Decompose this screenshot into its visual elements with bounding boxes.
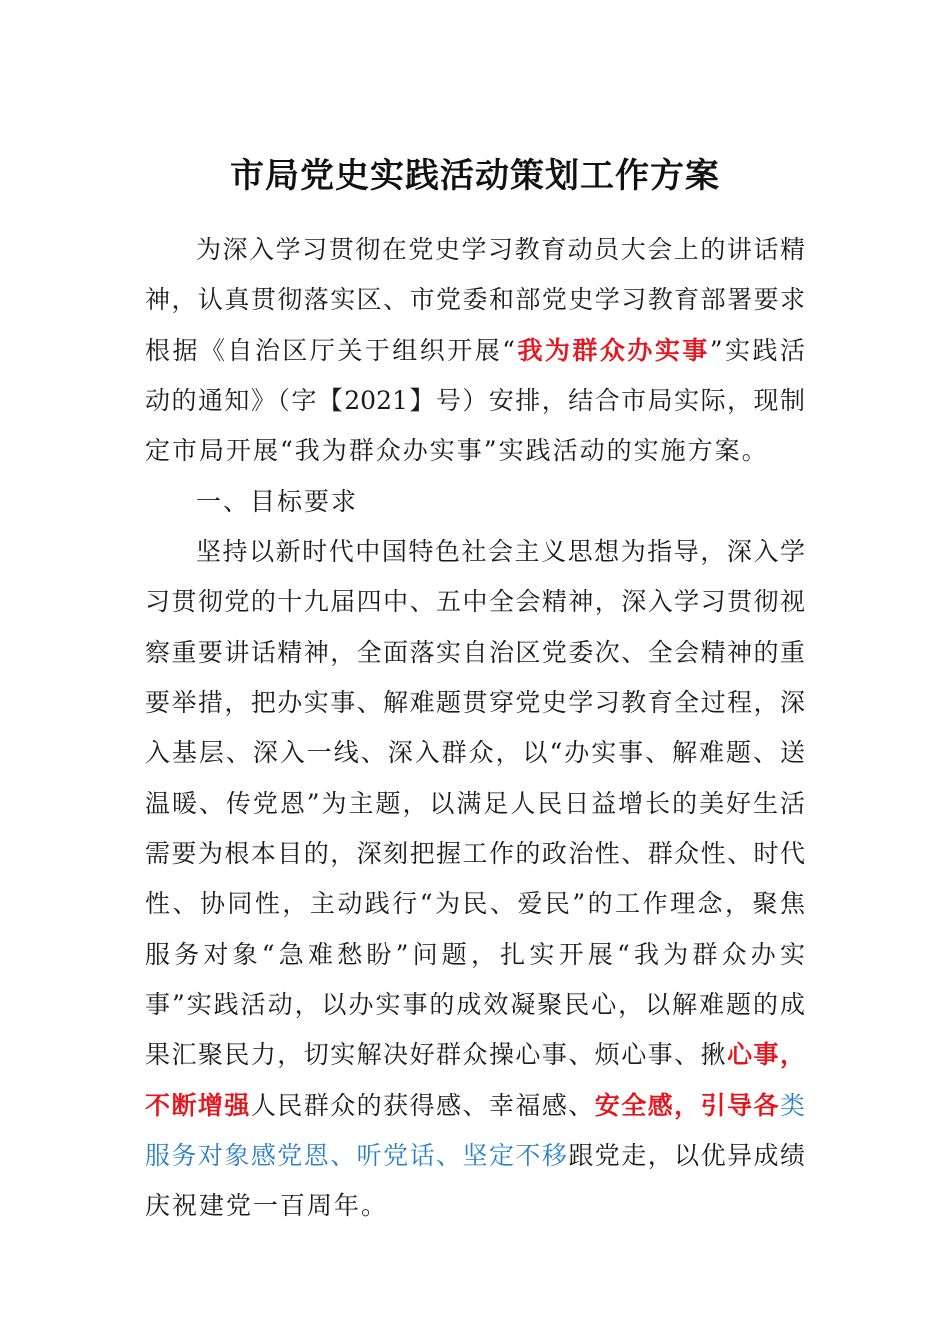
paragraph-2-line-14: 庆祝建党一百周年。 [145, 1191, 389, 1220]
paragraph-2-line-4: 要举措，把办实事、解难题贯穿党史学习教育全过程，深 [145, 688, 805, 717]
paragraph-2-line-3: 察重要讲话精神，全面落实自治区党委次、全会精神的重 [145, 638, 805, 667]
paragraph-1-line-3-end: ”实践活 [709, 336, 805, 365]
paragraph-2-line-5: 入基层、深入一线、深入群众，以“办实事、解难题、送 [145, 738, 805, 767]
paragraph-2-line-11-start: 果汇聚民力，切实解决好群众操心事、烦心事、揪 [145, 1040, 728, 1069]
highlight-blue-start: 类 [779, 1091, 805, 1120]
paragraph-2-line-10: 事”实践活动，以办实事的成效凝聚民心，以解难题的成 [145, 990, 805, 1019]
paragraph-2-line-11 [145, 1037, 805, 1073]
paragraph-2-line-9: 服务对象“急难愁盼”问题，扎实开展“我为群众办实 [145, 940, 805, 969]
highlight-sense-of-security: 安全感，引导各 [594, 1091, 780, 1120]
paragraph-2-line-7: 需要为根本目的，深刻把握工作的政治性、群众性、时代 [145, 839, 805, 868]
paragraph-1-line-4: 动的通知》（字【2021】号）安排，结合市局实际，现制 [145, 386, 805, 415]
paragraph-2-line-12-middle: 人民群众的获得感、幸福感、 [250, 1091, 595, 1120]
paragraph-2-line-13-end: 跟党走，以优异成绩 [568, 1141, 805, 1170]
paragraph-1-line-2: 神，认真贯彻落实区、市党委和部党史学习教育部署要求 [145, 285, 805, 314]
highlight-blue-text: 服务对象感党恩、听党话、坚定不移 [145, 1141, 569, 1170]
paragraph-2-line-1: 坚持以新时代中国特色社会主义思想为指导，深入学 [196, 537, 805, 566]
section-heading-goals: 一、目标要求 [196, 487, 359, 516]
paragraph-2-line-12 [145, 1088, 805, 1124]
paragraph-1-line-5: 定市局开展“我为群众办实事”实践活动的实施方案。 [145, 436, 769, 465]
paragraph-2-line-2: 习贯彻党的十九届四中、五中全会精神，深入学习贯彻视 [145, 587, 805, 616]
document-title: 市局党史实践活动策划工作方案 [230, 156, 720, 196]
highlight-continuously-enhance: 不断增强 [145, 1091, 251, 1120]
paragraph-1-line-1: 为深入学习贯彻在党史学习教育动员大会上的讲话精 [196, 235, 805, 264]
paragraph-1-line-3-start: 根据《自治区厅关于组织开展“ [145, 336, 515, 365]
paragraph-1-line-3 [145, 333, 805, 369]
paragraph-2-line-8: 性、协同性，主动践行“为民、爱民”的工作理念，聚焦 [145, 889, 805, 918]
highlight-campaign-name: 我为群众办实事 [514, 336, 710, 365]
paragraph-2-line-13 [145, 1138, 805, 1174]
highlight-worry-matters: 心事， [727, 1040, 805, 1069]
paragraph-2-line-6: 温暖、传党恩”为主题，以满足人民日益增长的美好生活 [145, 789, 805, 818]
